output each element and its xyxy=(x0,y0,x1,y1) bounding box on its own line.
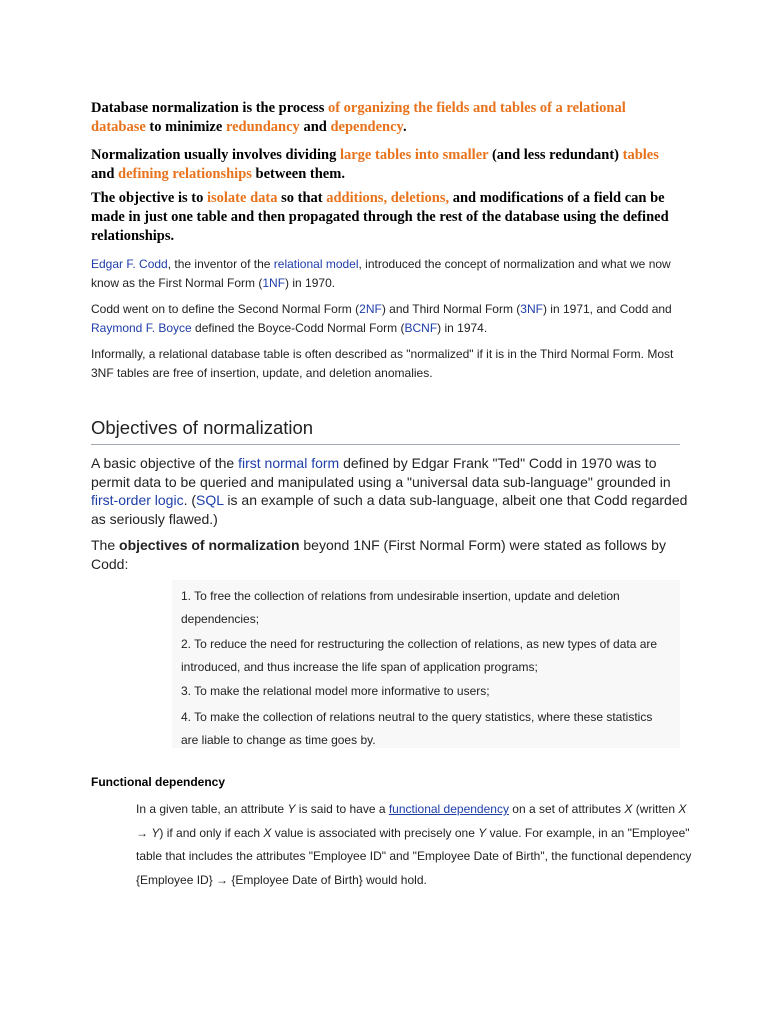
text-run: ) in 1974. xyxy=(437,320,488,335)
italic-var: Y xyxy=(287,802,296,816)
objectives-paragraph-1 xyxy=(91,454,691,528)
text-run: defined by Edgar Frank "Ted" Codd in 1970 was to permit data to be queried and manipulated using a "universal data sub-language" grounded in xyxy=(91,455,671,490)
link-1nf[interactable]: 1NF xyxy=(262,275,286,290)
text-run: and xyxy=(299,119,331,135)
italic-var: Y xyxy=(151,825,160,840)
highlight-organizing: of organizing the fields and tables of a relational database xyxy=(91,100,626,135)
highlight-defining-relationships: defining relationships xyxy=(118,166,252,182)
intro-paragraph-1 xyxy=(91,99,681,137)
text-run: In a given table, an attribute xyxy=(136,802,288,816)
text-run: Codd went on to define the Second Normal Form ( xyxy=(91,302,360,316)
link-raymond-boyce[interactable]: Raymond F. Boyce xyxy=(91,320,192,335)
text-run: and modifications of a field can be made in just one table and then propagated through the rest of the database using the defined relationships. xyxy=(91,190,669,244)
highlight-redundancy: redundancy xyxy=(225,119,300,135)
highlight-tables: tables xyxy=(622,147,659,163)
link-functional-dependency[interactable]: functional dependency xyxy=(388,802,509,816)
link-first-normal-form[interactable]: first normal form xyxy=(238,455,340,471)
text-run: (written xyxy=(632,802,679,816)
text-run: → xyxy=(136,825,152,840)
history-paragraph-2 xyxy=(91,300,691,337)
objectives-paragraph-2 xyxy=(91,536,691,573)
link-first-order-logic[interactable]: first-order logic xyxy=(91,492,184,508)
intro-paragraph-3 xyxy=(91,189,681,246)
text-run: defined the Boyce-Codd Normal Form ( xyxy=(191,320,405,335)
text-run: . xyxy=(402,119,407,135)
text-run: value is associated with precisely one xyxy=(271,825,479,840)
section-heading-objectives: Objectives of normalization xyxy=(91,416,680,445)
text-run: so that xyxy=(277,190,327,206)
highlight-dependency: dependency xyxy=(330,119,403,135)
link-bcnf[interactable]: BCNF xyxy=(404,320,438,335)
highlight-additions-deletions: additions, deletions, xyxy=(326,190,450,206)
objective-item: 2. To reduce the need for restructuring the collection of relations, as new types of data are introduced, and thus increase the life span of application programs; xyxy=(181,637,658,674)
history-paragraph-3: Informally, a relational database table is often described as "normalized" if it is in the Third Normal Form. Most 3NF tables are free of insertion, update, and deletion anomalies. xyxy=(91,347,674,380)
highlight-isolate-data: isolate data xyxy=(206,190,278,206)
text-run: ) in 1970. xyxy=(285,275,336,290)
objectives-quote-box xyxy=(172,580,680,748)
text-run: Database normalization is the process xyxy=(91,100,328,116)
text-run: , the inventor of the xyxy=(167,257,274,271)
text-run: (and less redundant) xyxy=(488,147,623,163)
text-run: The objective is to xyxy=(91,190,207,206)
text-run: is an example of such a data sub-language, albeit one that Codd regarded as seriously flawed.) xyxy=(91,492,688,527)
text-run: ) in 1971, and Codd and xyxy=(542,302,672,316)
intro-paragraph-2 xyxy=(91,146,681,184)
link-2nf[interactable]: 2NF xyxy=(359,302,382,316)
text-run: Normalization usually involves dividing xyxy=(91,147,340,163)
text-run: A basic objective of the xyxy=(91,455,239,471)
subheading-functional-dependency: Functional dependency xyxy=(91,775,226,789)
italic-var: Y xyxy=(478,825,487,840)
italic-var: X xyxy=(624,802,633,816)
highlight-large-tables: large tables into smaller xyxy=(339,147,489,163)
text-run: ) if and only if each xyxy=(159,825,264,840)
text-run: , introduced the concept of normalization and what we now know as the First Normal Form ( xyxy=(91,257,671,290)
text-run: and xyxy=(91,166,119,182)
link-relational-model[interactable]: relational model xyxy=(273,257,359,271)
text-run: . ( xyxy=(183,492,197,508)
text-run: on a set of attributes xyxy=(508,802,625,816)
functional-dependency-paragraph xyxy=(136,798,696,892)
link-sql[interactable]: SQL xyxy=(196,492,224,508)
text-run: The xyxy=(91,537,120,553)
objective-item: 3. To make the relational model more informative to users; xyxy=(181,684,490,698)
objective-item: 1. To free the collection of relations from undesirable insertion, update and deletion dependencies; xyxy=(181,589,620,626)
link-edgar-codd[interactable]: Edgar F. Codd xyxy=(91,257,168,271)
italic-var: X xyxy=(678,802,687,816)
text-run: beyond 1NF (First Normal Form) were stated as follows by Codd: xyxy=(91,537,666,572)
link-3nf[interactable]: 3NF xyxy=(520,302,543,316)
text-run: between them. xyxy=(251,166,345,182)
italic-var: X xyxy=(263,825,272,840)
objective-item: 4. To make the collection of relations neutral to the query statistics, where these statistics are liable to change as time goes by. xyxy=(181,710,653,747)
history-paragraph-1 xyxy=(91,255,691,292)
text-run: is said to have a xyxy=(295,802,389,816)
text-run: ) and Third Normal Form ( xyxy=(381,302,521,316)
bold-objectives: objectives of normalization xyxy=(119,537,300,553)
text-run: to minimize xyxy=(145,119,226,135)
text-run: value. For example, in an "Employee" table that includes the attributes "Employee ID" and "Employee Date of Birth", the functional dependency {Employee ID} → {Employee Date of Birth} would hold. xyxy=(136,825,692,887)
